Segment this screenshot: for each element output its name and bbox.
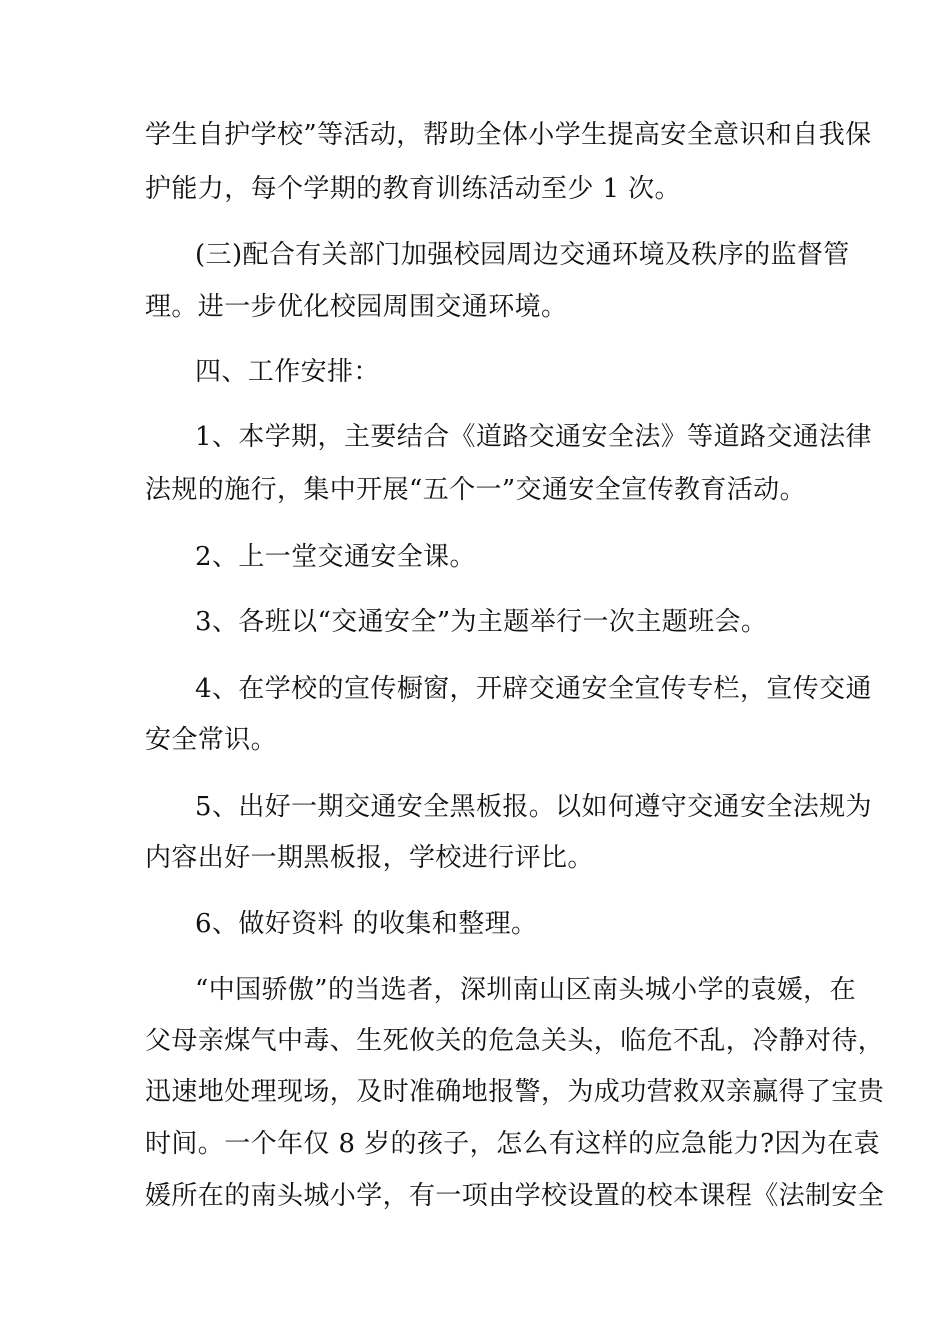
paragraph-7-line-2: 安全常识。 (145, 725, 278, 755)
paragraph-9: 6、做好资料 的收集和整理。 (195, 909, 538, 939)
paragraph-1-line-1: 学生自护学校”等活动，帮助全体小学生提高安全意识和自我保 (145, 120, 872, 150)
paragraph-2-line-1: (三)配合有关部门加强校园周边交通环境及秩序的监督管 (195, 240, 850, 270)
paragraph-8-line-1: 5、出好一期交通安全黑板报。以如何遵守交通安全法规为 (195, 792, 872, 822)
paragraph-10-line-3: 迅速地处理现场，及时准确地报警，为成功营救双亲赢得了宝贵 (145, 1077, 885, 1107)
paragraph-4-line-1: 1、本学期，主要结合《道路交通安全法》等道路交通法律 (195, 422, 872, 452)
section-heading: 四、工作安排： (195, 357, 380, 387)
paragraph-7-line-1: 4、在学校的宣传橱窗，开辟交通安全宣传专栏，宣传交通 (195, 674, 872, 704)
paragraph-6: 3、各班以“交通安全”为主题举行一次主题班会。 (195, 607, 768, 637)
paragraph-2-line-2: 理。进一步优化校园周围交通环境。 (145, 292, 568, 322)
paragraph-10-line-5: 媛所在的南头城小学，有一项由学校设置的校本课程《法制安全 (145, 1181, 885, 1211)
paragraph-5: 2、上一堂交通安全课。 (195, 542, 476, 572)
paragraph-10-line-4: 时间。一个年仅 8 岁的孩子，怎么有这样的应急能力?因为在袁 (145, 1129, 881, 1159)
paragraph-10-line-2: 父母亲煤气中毒、生死攸关的危急关头，临危不乱，冷静对待， (145, 1026, 885, 1056)
paragraph-8-line-2: 内容出好一期黑板报，学校进行评比。 (145, 843, 594, 873)
paragraph-1-line-2: 护能力，每个学期的教育训练活动至少 1 次。 (145, 174, 681, 204)
paragraph-10-line-1: “中国骄傲”的当选者，深圳南山区南头城小学的袁媛，在 (195, 975, 856, 1005)
paragraph-4-line-2: 法规的施行，集中开展“五个一”交通安全宣传教育活动。 (145, 475, 806, 505)
